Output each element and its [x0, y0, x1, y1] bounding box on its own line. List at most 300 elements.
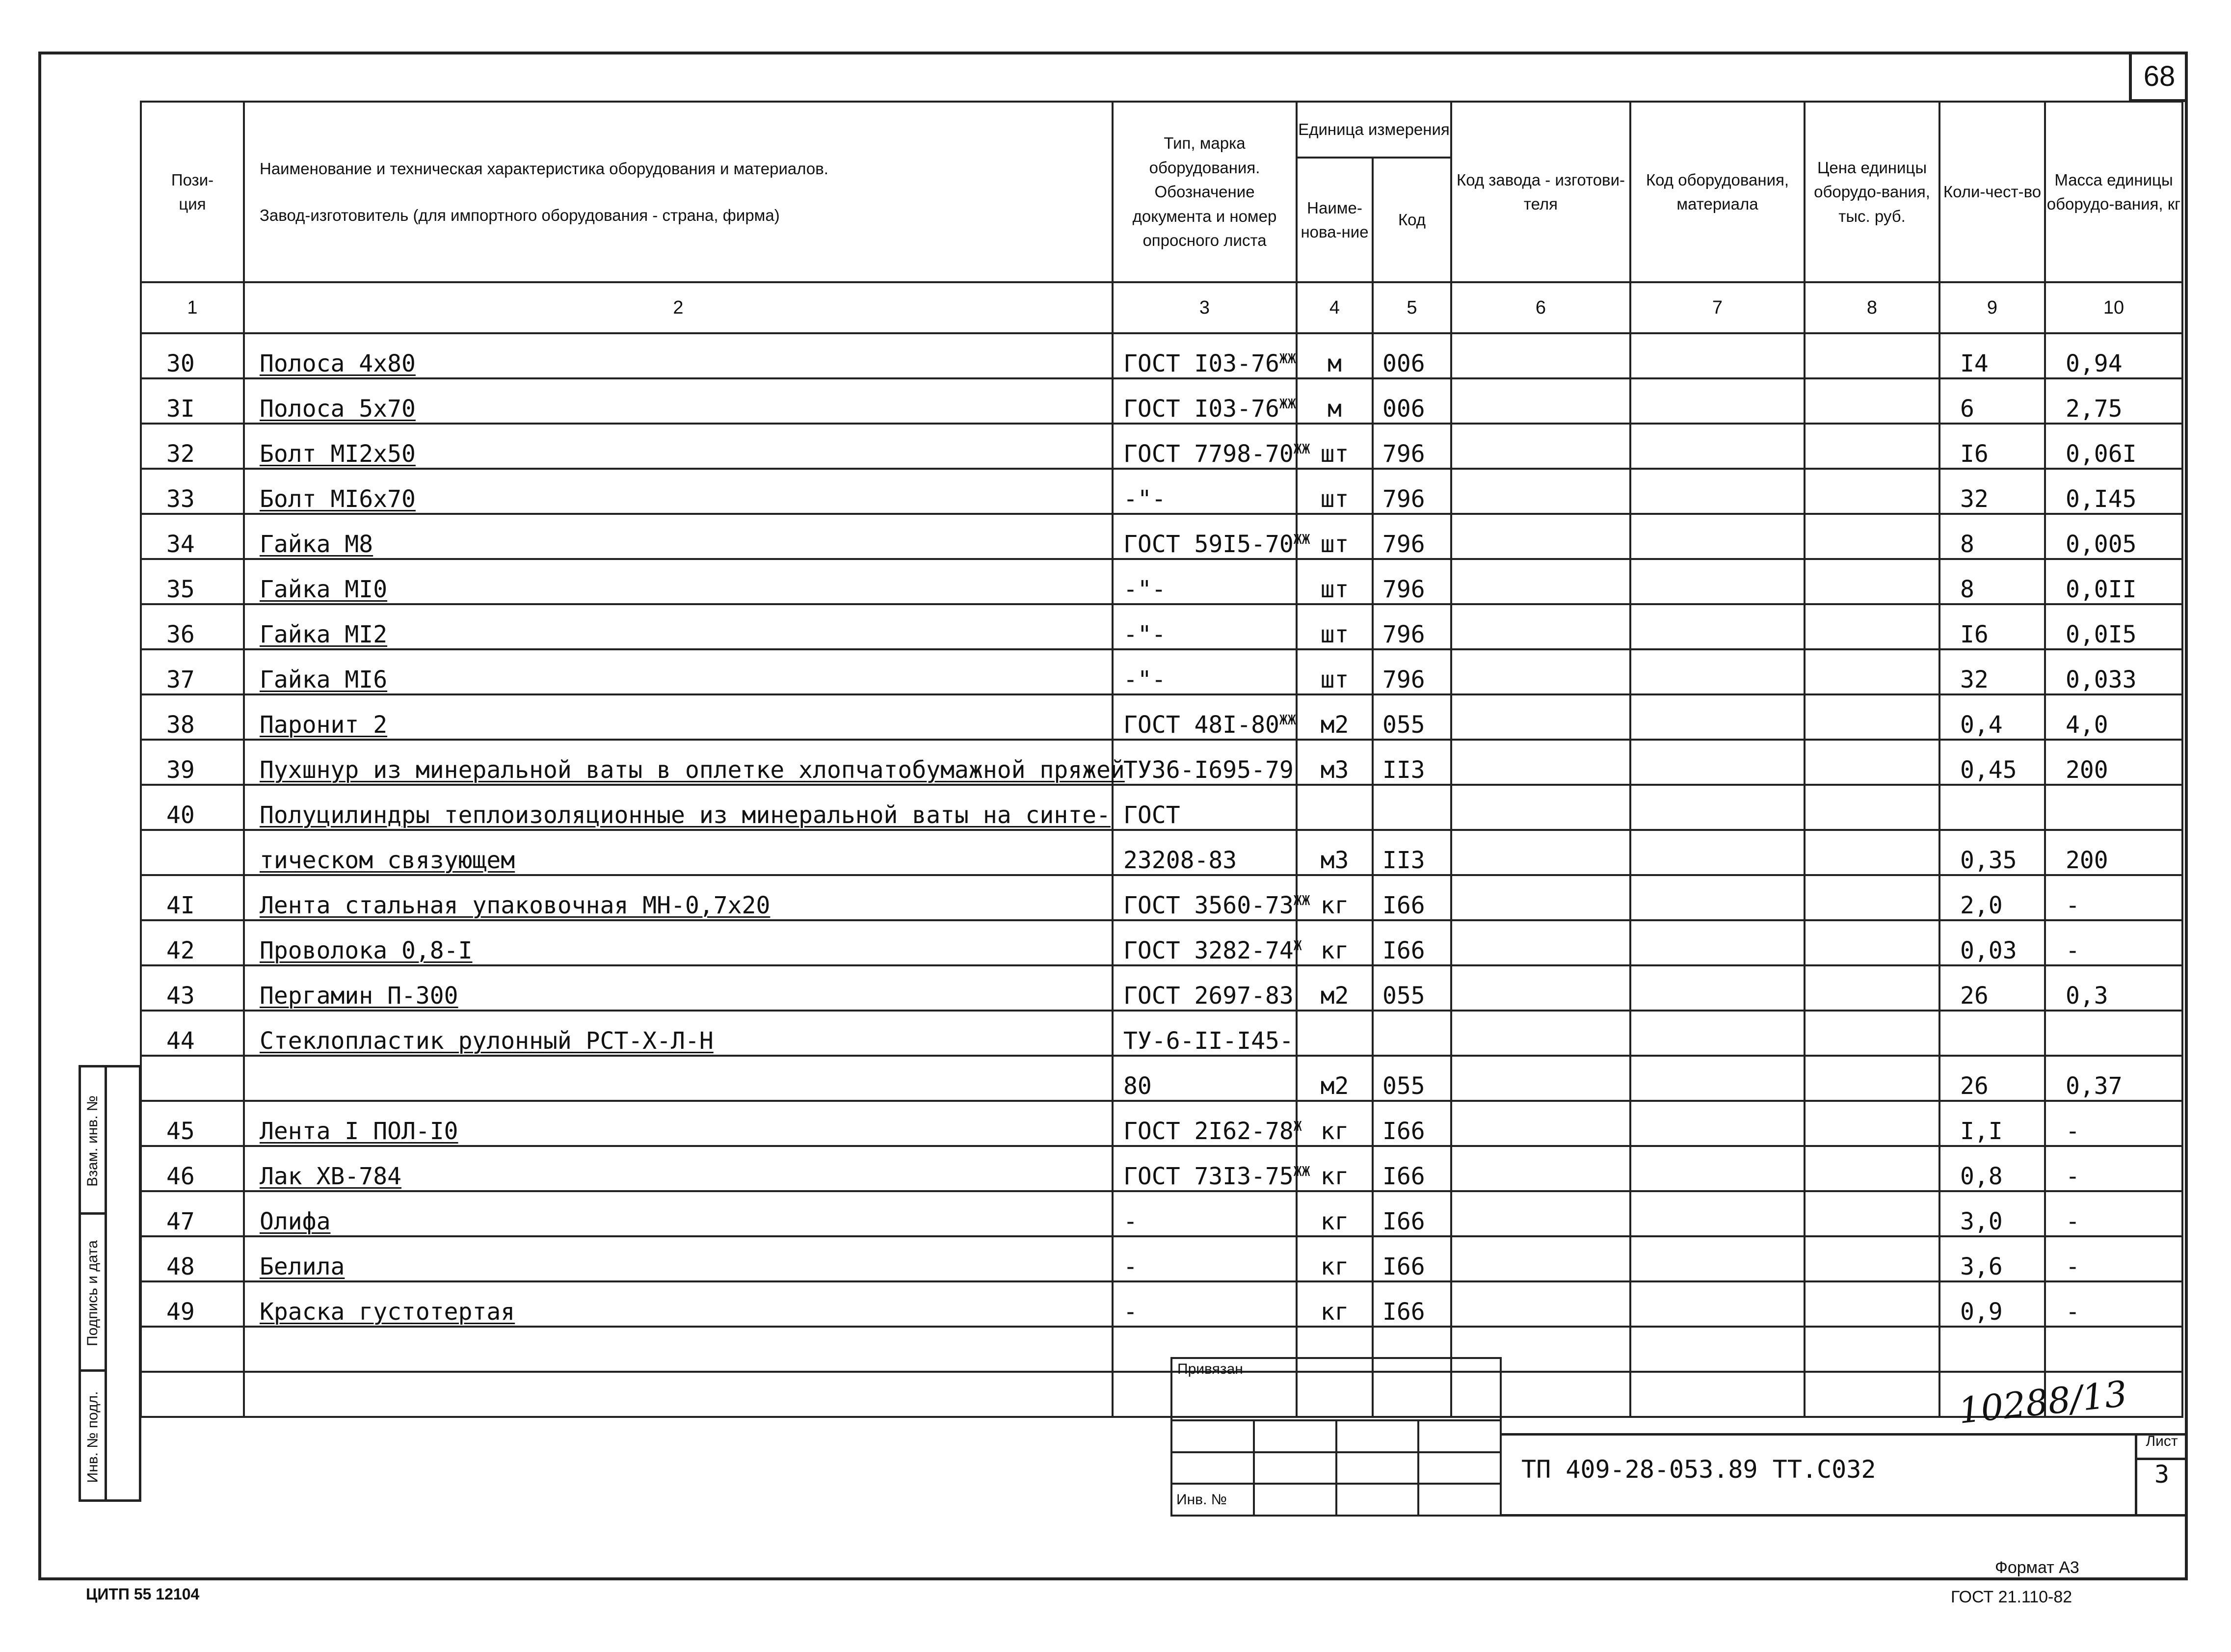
column-number: 8 [1805, 282, 1939, 333]
handwritten-number: 10288/13 [1956, 1373, 2129, 1432]
cell-code [1373, 875, 1451, 920]
cell-code [1373, 604, 1451, 649]
column-number: 4 [1297, 282, 1373, 333]
cell-name [244, 1281, 1113, 1327]
table-row [141, 920, 2182, 965]
cell-empty [1805, 378, 1939, 424]
cell-type [1113, 1236, 1297, 1281]
cell-type-text: ГОСТ 2I62-78 [1123, 1118, 1294, 1145]
cell-empty [1805, 333, 1939, 378]
table-row [141, 1191, 2182, 1236]
cell-mass [2045, 1101, 2182, 1146]
cell-code-text: 796 [1382, 485, 1425, 513]
cell-empty [1630, 1146, 1805, 1191]
cell-name-text: Полоса 5х70 [260, 395, 416, 423]
cell-type-superscript: ЖЖ [1293, 1163, 1310, 1179]
cell-unit-text: кг [1320, 1298, 1349, 1326]
cell-empty [1630, 694, 1805, 740]
cell-name-text: Проволока 0,8-I [260, 937, 473, 964]
cell-empty [1630, 1281, 1805, 1327]
cell-unit [1297, 1056, 1373, 1101]
cell-type-text: ГОСТ 3560-73 [1123, 892, 1294, 919]
cell-name-text: Гайка МI0 [260, 576, 388, 603]
cell-pos [141, 920, 244, 965]
cell-code-text: 055 [1382, 711, 1425, 739]
cell-qty [1939, 424, 2045, 469]
cell-type-superscript: ЖЖ [1293, 531, 1310, 547]
table-row [141, 559, 2182, 604]
cell-code [1373, 740, 1451, 785]
cell-empty [1630, 1056, 1805, 1101]
cell-name [244, 378, 1113, 424]
cell-qty-text: 0,35 [1960, 847, 2017, 874]
cell-qty-text: I4 [1960, 350, 1989, 377]
cell-unit [1297, 333, 1373, 378]
cell-unit [1297, 785, 1373, 830]
cell-name-text: Полуцилиндры теплоизоляционные из минеральной ваты на синте- [260, 801, 1111, 829]
cell-name-text: Болт МI2х50 [260, 440, 416, 468]
cell-code-text: I66 [1382, 1163, 1425, 1190]
cell-unit-text: шт [1320, 576, 1349, 603]
header-price: Цена единицы оборудо-вания, тыс. руб. [1805, 102, 1939, 282]
header-equipment-code: Код оборудования, материала [1630, 102, 1805, 282]
cell-type [1113, 740, 1297, 785]
column-number: 3 [1113, 282, 1297, 333]
cell-name-text: Олифа [260, 1208, 331, 1235]
column-numbers-row [141, 282, 2182, 333]
cell-empty [1805, 514, 1939, 559]
cell-type-text: ГОСТ I03-76 [1123, 395, 1279, 423]
cell-pos-text: 38 [166, 711, 195, 739]
cell-empty [1805, 965, 1939, 1011]
cell-mass [2045, 424, 2182, 469]
cell-name-text: Гайка МI2 [260, 621, 388, 648]
table-row [141, 333, 2182, 378]
cell-type-text: 23208-83 [1123, 847, 1237, 874]
cell-qty [1939, 649, 2045, 694]
cell-pos-text: 37 [166, 666, 195, 693]
cell-type [1113, 1281, 1297, 1327]
cell-qty [1939, 1101, 2045, 1146]
specification-table [140, 101, 2183, 1418]
cell-code [1373, 1056, 1451, 1101]
cell-empty [1630, 378, 1805, 424]
cell-empty [1805, 649, 1939, 694]
cell-name-text: Пухшнур из минеральной ваты в оплетке хлопчатобумажной пряжей [260, 756, 1125, 784]
cell-empty [1630, 1236, 1805, 1281]
cell-type-superscript: Ж [1293, 1118, 1302, 1134]
cell-mass-text: 0,94 [2066, 350, 2123, 377]
header-unit-group: Единица измерения [1297, 102, 1451, 158]
binding-stamp [1170, 1357, 1502, 1517]
cell-mass [2045, 333, 2182, 378]
cell-pos-text: 44 [166, 1027, 195, 1055]
table-row [141, 1146, 2182, 1191]
cell-name [244, 559, 1113, 604]
cell-empty [1630, 875, 1805, 920]
cell-unit [1297, 1191, 1373, 1236]
cell-code-text: 796 [1382, 621, 1425, 648]
cell-type-text: -"- [1123, 485, 1166, 513]
table-row [141, 1011, 2182, 1056]
table-row [141, 785, 2182, 830]
cell-type-text: ГОСТ 59I5-70 [1123, 531, 1294, 558]
cell-qty-text: 3,6 [1960, 1253, 2003, 1280]
cell-empty [1451, 604, 1630, 649]
cell-empty [1805, 1281, 1939, 1327]
cell-qty [1939, 559, 2045, 604]
cell-type [1113, 649, 1297, 694]
cell-qty [1939, 1236, 2045, 1281]
cell-name [244, 514, 1113, 559]
cell-pos-text: 36 [166, 621, 195, 648]
cell-type-text: 80 [1123, 1072, 1152, 1100]
cell-mass [2045, 920, 2182, 965]
cell-mass [2045, 1011, 2182, 1056]
cell-empty [1451, 875, 1630, 920]
cell-mass-text: 0,37 [2066, 1072, 2123, 1100]
cell-name-text: Полоса 4х80 [260, 350, 416, 377]
cell-mass-text: 0,033 [2066, 666, 2137, 693]
cell-name [244, 1101, 1113, 1146]
table-row [141, 875, 2182, 920]
cell-code-text: I66 [1382, 892, 1425, 919]
cell-code-text: 055 [1382, 982, 1425, 1010]
cell-code-text: I66 [1382, 1253, 1425, 1280]
cell-pos [141, 469, 244, 514]
cell-empty [1451, 920, 1630, 965]
cell-name-text: Гайка М8 [260, 531, 373, 558]
cell-unit-text: шт [1320, 485, 1349, 513]
cell-code-text: I66 [1382, 937, 1425, 964]
cell-name-text: Стеклопластик рулонный РСТ-Х-Л-Н [260, 1027, 714, 1055]
cell-type-text: -"- [1123, 666, 1166, 693]
cell-code [1373, 1146, 1451, 1191]
cell-mass-text: - [2066, 1298, 2080, 1326]
cell-name-text: Краска густотертая [260, 1298, 515, 1326]
header-unit-name: Наиме-нова-ние [1297, 158, 1373, 282]
cell-type-text: - [1123, 1253, 1138, 1280]
cell-name [244, 1191, 1113, 1236]
cell-code [1373, 1281, 1451, 1327]
cell-empty [1630, 604, 1805, 649]
cell-name [244, 424, 1113, 469]
privyazan-label: Привязан [1171, 1358, 1501, 1420]
cell-empty [1630, 424, 1805, 469]
cell-type-text: -"- [1123, 621, 1166, 648]
cell-empty [1805, 424, 1939, 469]
cell-empty [1451, 1146, 1630, 1191]
cell-unit-text: м [1328, 350, 1342, 377]
cell-empty [1630, 514, 1805, 559]
cell-empty [1630, 965, 1805, 1011]
cell-pos [141, 785, 244, 830]
cell-pos [141, 965, 244, 1011]
cell-qty [1939, 694, 2045, 740]
column-number: 2 [244, 282, 1113, 333]
cell-name [244, 785, 1113, 830]
cell-mass [2045, 1056, 2182, 1101]
cell-unit-text: м3 [1320, 847, 1349, 874]
cell-unit-text: кг [1320, 1163, 1349, 1190]
cell-empty [1451, 424, 1630, 469]
cell-empty [1630, 830, 1805, 875]
cell-type-text: ГОСТ 48I-80 [1123, 711, 1279, 739]
cell-type [1113, 1056, 1297, 1101]
cell-code-text: 006 [1382, 395, 1425, 423]
cell-code-text: 796 [1382, 440, 1425, 468]
cell-name [244, 1056, 1113, 1101]
cell-code [1373, 378, 1451, 424]
cell-qty [1939, 785, 2045, 830]
header-type: Тип, марка оборудования. Обозначение документа и номер опросного листа [1113, 102, 1297, 282]
header-quantity: Коли-чест-во [1939, 102, 2045, 282]
cell-unit [1297, 1011, 1373, 1056]
cell-qty-text: 32 [1960, 485, 1989, 513]
cell-type [1113, 920, 1302, 965]
cell-name [244, 469, 1113, 514]
table-row [141, 1101, 2182, 1146]
cell-pos [141, 514, 244, 559]
cell-empty [1805, 1011, 1939, 1056]
cell-unit [1297, 830, 1373, 875]
cell-mass-text: - [2066, 1118, 2080, 1145]
cell-type-superscript: Ж [1293, 937, 1302, 954]
cell-mass [2045, 649, 2182, 694]
cell-code [1373, 469, 1451, 514]
cell-mass [2045, 1191, 2182, 1236]
cell-type-superscript: ЖЖ [1293, 441, 1310, 457]
table-row [141, 830, 2182, 875]
cell-mass [2045, 469, 2182, 514]
table-row [141, 469, 2182, 514]
cell-type [1113, 514, 1310, 559]
cell-pos-text: 33 [166, 485, 195, 513]
cell-empty [1939, 1327, 2045, 1372]
cell-unit-text: шт [1320, 531, 1349, 558]
empty-row [141, 1372, 2182, 1417]
cell-qty [1939, 514, 2045, 559]
side-label-vzam: Взам. инв. № [84, 1095, 101, 1187]
cell-name-text: Болт МI6х70 [260, 485, 416, 513]
cell-code-text: II3 [1382, 847, 1425, 874]
cell-empty [1805, 1236, 1939, 1281]
cell-code [1373, 1191, 1451, 1236]
cell-pos [141, 333, 244, 378]
table-row [141, 649, 2182, 694]
cell-mass-text: 0,0II [2066, 576, 2137, 603]
cell-code [1373, 965, 1451, 1011]
header-unit-code: Код [1373, 158, 1451, 282]
cell-mass-text: - [2066, 1163, 2080, 1190]
cell-unit [1297, 965, 1373, 1011]
cell-empty [1451, 378, 1630, 424]
cell-code [1373, 1101, 1451, 1146]
cell-code [1373, 830, 1451, 875]
cell-qty-text: 0,45 [1960, 756, 2017, 784]
cell-unit-text: м [1328, 395, 1342, 423]
cell-pos [141, 740, 244, 785]
cell-qty [1939, 965, 2045, 1011]
column-number: 9 [1939, 282, 2045, 333]
cell-pos [141, 1281, 244, 1327]
cell-empty [1805, 1101, 1939, 1146]
cell-pos [141, 830, 244, 875]
cell-unit-text: кг [1320, 937, 1349, 964]
cell-name [244, 965, 1113, 1011]
cell-qty-text: 0,03 [1960, 937, 2017, 964]
cell-empty [244, 1372, 1113, 1417]
cell-qty-text: 26 [1960, 982, 1989, 1010]
cell-code [1373, 333, 1451, 378]
cell-unit [1297, 469, 1373, 514]
sheet-label: Лист [2137, 1433, 2186, 1460]
cell-code-text: II3 [1382, 756, 1425, 784]
cell-name [244, 1236, 1113, 1281]
cell-qty [1939, 875, 2045, 920]
page-number: 68 [2129, 53, 2187, 102]
cell-name [244, 1011, 1113, 1056]
cell-empty [1451, 1191, 1630, 1236]
cell-empty [1451, 740, 1630, 785]
cell-pos-text: 4I [166, 892, 195, 919]
cell-qty-text: 2,0 [1960, 892, 2003, 919]
cell-mass-text: 2,75 [2066, 395, 2123, 423]
cell-pos-text: 43 [166, 982, 195, 1010]
cell-mass-text: 200 [2066, 847, 2108, 874]
document-code-block [1502, 1433, 2186, 1517]
cell-unit-text: м3 [1320, 756, 1349, 784]
cell-mass-text: 4,0 [2066, 711, 2108, 739]
table-row [141, 694, 2182, 740]
column-number: 6 [1451, 282, 1630, 333]
cell-type-text: - [1123, 1208, 1138, 1235]
cell-code-text: I66 [1382, 1298, 1425, 1326]
cell-pos [141, 1056, 244, 1101]
cell-empty [1451, 559, 1630, 604]
cell-pos-text: 32 [166, 440, 195, 468]
cell-unit [1297, 920, 1373, 965]
cell-empty [141, 1327, 244, 1372]
cell-pos [141, 1011, 244, 1056]
cell-empty [1805, 559, 1939, 604]
cell-type-superscript: ЖЖ [1279, 350, 1296, 367]
cell-mass [2045, 1146, 2182, 1191]
cell-mass-text: 0,0I5 [2066, 621, 2137, 648]
footer-gost: ГОСТ 21.110-82 [1951, 1588, 2072, 1606]
cell-unit [1297, 378, 1373, 424]
cell-empty [1630, 1101, 1805, 1146]
cell-type-text: ТУ36-I695-79 [1123, 756, 1294, 784]
cell-empty [1805, 1191, 1939, 1236]
cell-type [1113, 333, 1297, 378]
cell-qty [1939, 604, 2045, 649]
cell-pos-text: 46 [166, 1163, 195, 1190]
cell-name [244, 694, 1113, 740]
cell-mass [2045, 875, 2182, 920]
cell-empty [1630, 333, 1805, 378]
cell-unit-text: шт [1320, 666, 1349, 693]
cell-mass [2045, 514, 2182, 559]
cell-qty [1939, 830, 2045, 875]
cell-empty [1451, 1011, 1630, 1056]
cell-empty [1805, 1327, 1939, 1372]
cell-qty-text: 0,4 [1960, 711, 2003, 739]
cell-type-text: ГОСТ 73I3-75 [1123, 1163, 1294, 1190]
cell-mass [2045, 965, 2182, 1011]
cell-empty [1805, 694, 1939, 740]
cell-empty [1630, 1372, 1805, 1417]
cell-unit-text: шт [1320, 440, 1349, 468]
cell-pos-text: 34 [166, 531, 195, 558]
table-row [141, 740, 2182, 785]
cell-type [1113, 469, 1297, 514]
cell-qty-text: 0,9 [1960, 1298, 2003, 1326]
header-position: Пози- ция [141, 102, 244, 282]
cell-empty [1630, 920, 1805, 965]
table-row [141, 514, 2182, 559]
cell-empty [1451, 649, 1630, 694]
table-row [141, 965, 2182, 1011]
cell-qty [1939, 333, 2045, 378]
cell-empty [1630, 469, 1805, 514]
cell-type [1113, 1146, 1310, 1191]
cell-empty [1630, 649, 1805, 694]
table-row [141, 1281, 2182, 1327]
cell-empty [1451, 1281, 1630, 1327]
side-label-podpis: Подпись и дата [84, 1240, 101, 1346]
cell-name-text: Паронит 2 [260, 711, 388, 739]
cell-empty [1451, 1056, 1630, 1101]
cell-code-text: 796 [1382, 531, 1425, 558]
cell-mass [2045, 378, 2182, 424]
inv-no-label: Инв. № [1171, 1484, 1254, 1516]
cell-pos-text: 48 [166, 1253, 195, 1280]
cell-qty-text: 3,0 [1960, 1208, 2003, 1235]
cell-qty [1939, 1191, 2045, 1236]
cell-type-text: ГОСТ 2697-83 [1123, 982, 1294, 1010]
cell-mass [2045, 604, 2182, 649]
cell-mass-text: 0,I45 [2066, 485, 2137, 513]
empty-row [141, 1327, 2182, 1372]
cell-type-text: ГОСТ [1123, 801, 1180, 829]
cell-type [1113, 1191, 1297, 1236]
cell-type-superscript: ЖЖ [1279, 396, 1296, 412]
cell-name-text: Белила [260, 1253, 345, 1280]
cell-qty-text: 32 [1960, 666, 1989, 693]
cell-qty-text: 6 [1960, 395, 1974, 423]
cell-mass-text: - [2066, 1253, 2080, 1280]
cell-type-text: ТУ-6-II-I45- [1123, 1027, 1294, 1055]
cell-name [244, 649, 1113, 694]
cell-empty [244, 1327, 1113, 1372]
cell-qty [1939, 378, 2045, 424]
cell-qty [1939, 740, 2045, 785]
cell-type [1113, 604, 1297, 649]
cell-qty [1939, 1281, 2045, 1327]
cell-name-text: Пергамин П-300 [260, 982, 458, 1010]
cell-pos-text: 30 [166, 350, 195, 377]
cell-unit [1297, 559, 1373, 604]
cell-type [1113, 1011, 1297, 1056]
column-number: 7 [1630, 282, 1805, 333]
cell-pos-text: 35 [166, 576, 195, 603]
cell-unit [1297, 1101, 1373, 1146]
cell-unit-text: кг [1320, 1253, 1349, 1280]
cell-qty-text: I,I [1960, 1118, 2003, 1145]
cell-empty [1451, 469, 1630, 514]
cell-pos [141, 378, 244, 424]
